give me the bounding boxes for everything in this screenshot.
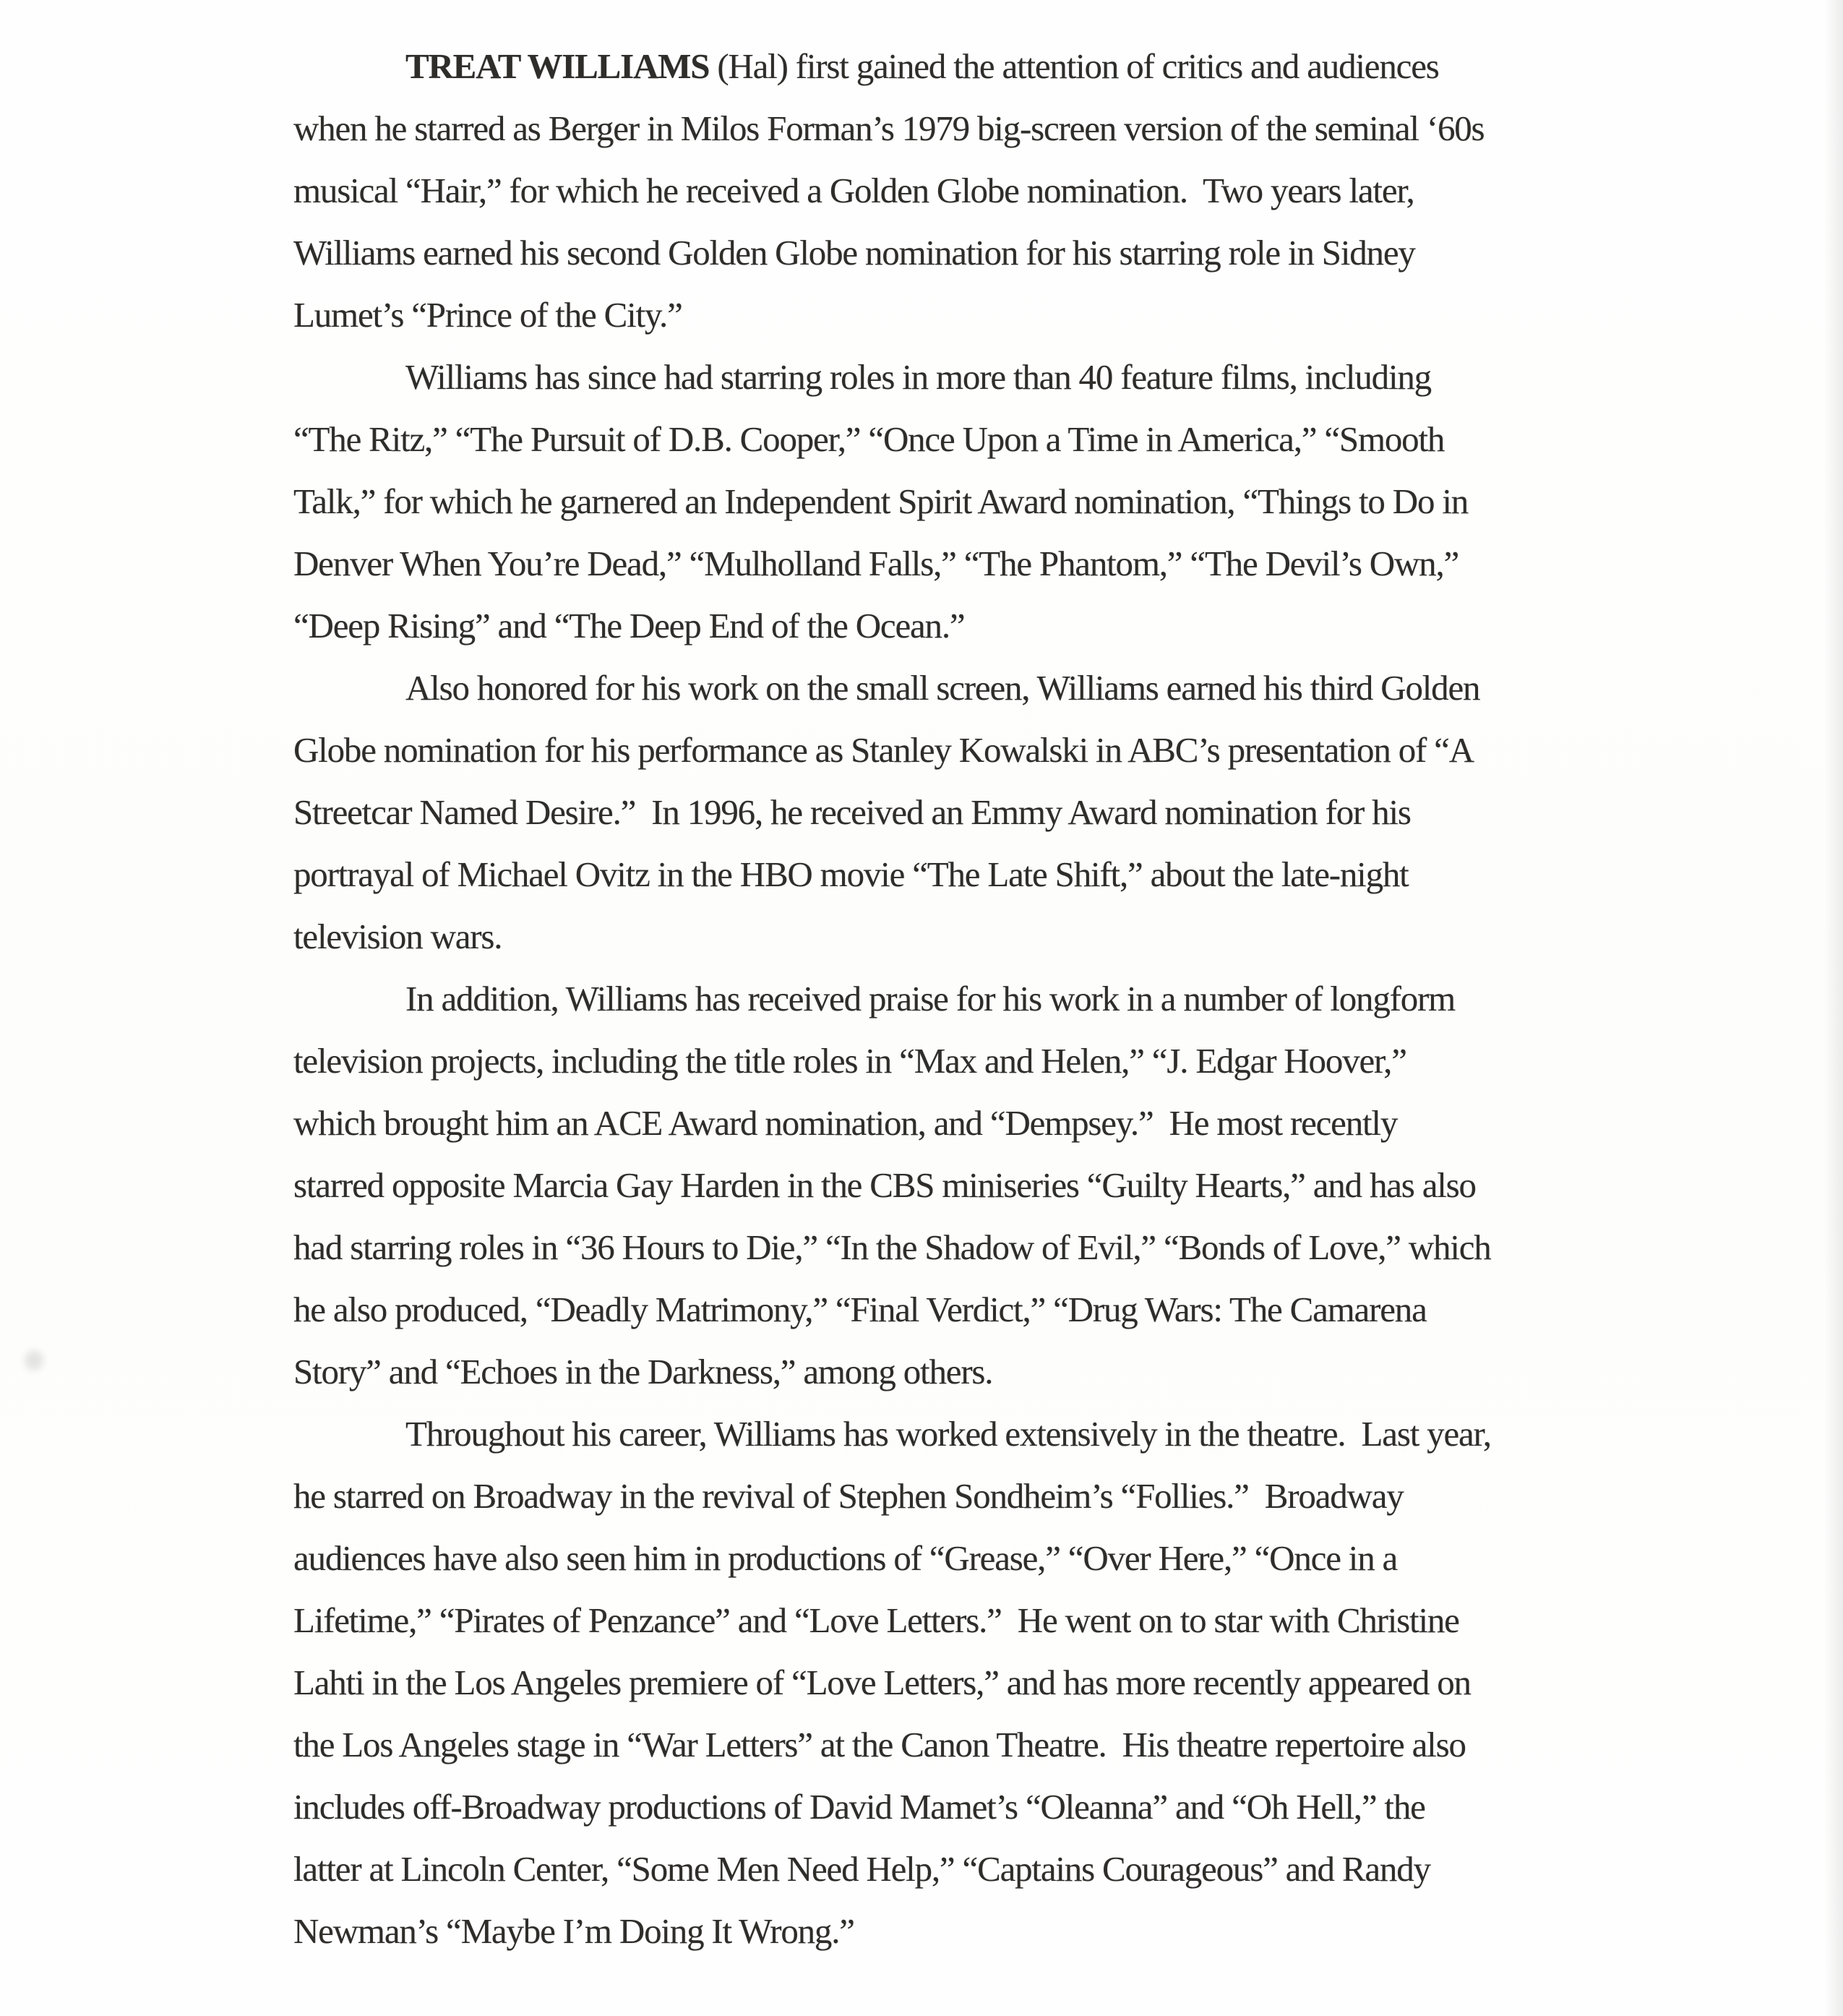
text-line: Williams earned his second Golden Globe nomination for his starring role in Sidney xyxy=(293,233,1415,273)
text-line: Lahti in the Los Angeles premiere of “Love Letters,” and has more recently appeared on xyxy=(293,1663,1471,1702)
text-line: Story” and “Echoes in the Darkness,” among others. xyxy=(293,1352,993,1391)
text-line: Globe nomination for his performance as Stanley Kowalski in ABC’s presentation of “A xyxy=(293,730,1474,770)
text-line: the Los Angeles stage in “War Letters” at the Canon Theatre. His theatre repertoire also xyxy=(293,1725,1466,1764)
text-line: Streetcar Named Desire.” In 1996, he received an Emmy Award nomination for his xyxy=(293,792,1411,832)
document-body xyxy=(293,35,1667,1963)
text-line: TREAT WILLIAMS (Hal) first gained the attention of critics and audiences xyxy=(405,46,1439,86)
text-line: television projects, including the title roles in “Max and Helen,” “J. Edgar Hoover,” xyxy=(293,1041,1406,1081)
text-line: he starred on Broadway in the revival of Stephen Sondheim’s “Follies.” Broadway xyxy=(293,1476,1404,1516)
text-line: Williams has since had starring roles in more than 40 feature films, including xyxy=(405,357,1431,397)
text-line: starred opposite Marcia Gay Harden in the CBS miniseries “Guilty Hearts,” and has also xyxy=(293,1165,1476,1205)
text-line: he also produced, “Deadly Matrimony,” “Final Verdict,” “Drug Wars: The Camarena xyxy=(293,1290,1427,1329)
text-line: audiences have also seen him in productions of “Grease,” “Over Here,” “Once in a xyxy=(293,1538,1398,1578)
text-line: Also honored for his work on the small screen, Williams earned his third Golden xyxy=(405,668,1480,708)
text-line: musical “Hair,” for which he received a Golden Globe nomination. Two years later, xyxy=(293,171,1414,210)
text-line: which brought him an ACE Award nomination, and “Dempsey.” He most recently xyxy=(293,1103,1398,1143)
text-line: “Deep Rising” and “The Deep End of the Ocean.” xyxy=(293,606,965,645)
text-line: television wars. xyxy=(293,917,502,956)
text-line: Lumet’s “Prince of the City.” xyxy=(293,295,682,335)
text-line: Throughout his career, Williams has worked extensively in the theatre. Last year, xyxy=(405,1414,1491,1454)
text-line: when he starred as Berger in Milos Forman’s 1979 big-screen version of the seminal ‘60s xyxy=(293,108,1485,148)
text-line: portrayal of Michael Ovitz in the HBO movie “The Late Shift,” about the late-night xyxy=(293,854,1409,894)
lead-in-bold-name: TREAT WILLIAMS xyxy=(405,46,710,86)
text-line: Talk,” for which he garnered an Independent Spirit Award nomination, “Things to Do in xyxy=(293,481,1469,521)
text-line: Denver When You’re Dead,” “Mulholland Falls,” “The Phantom,” “The Devil’s Own,” xyxy=(293,544,1459,583)
text-line: Lifetime,” “Pirates of Penzance” and “Love Letters.” He went on to star with Christine xyxy=(293,1600,1459,1640)
text-line: “The Ritz,” “The Pursuit of D.B. Cooper,” “Once Upon a Time in America,” “Smooth xyxy=(293,419,1445,459)
text-line: includes off-Broadway productions of David Mamet’s “Oleanna” and “Oh Hell,” the xyxy=(293,1787,1425,1827)
text-line: In addition, Williams has received praise for his work in a number of longform xyxy=(405,979,1456,1018)
text-line: latter at Lincoln Center, “Some Men Need Help,” “Captains Courageous” and Randy xyxy=(293,1849,1430,1889)
text-line: Newman’s “Maybe I’m Doing It Wrong.” xyxy=(293,1911,854,1951)
text-line: had starring roles in “36 Hours to Die,” “In the Shadow of Evil,” “Bonds of Love,” which xyxy=(293,1227,1491,1267)
